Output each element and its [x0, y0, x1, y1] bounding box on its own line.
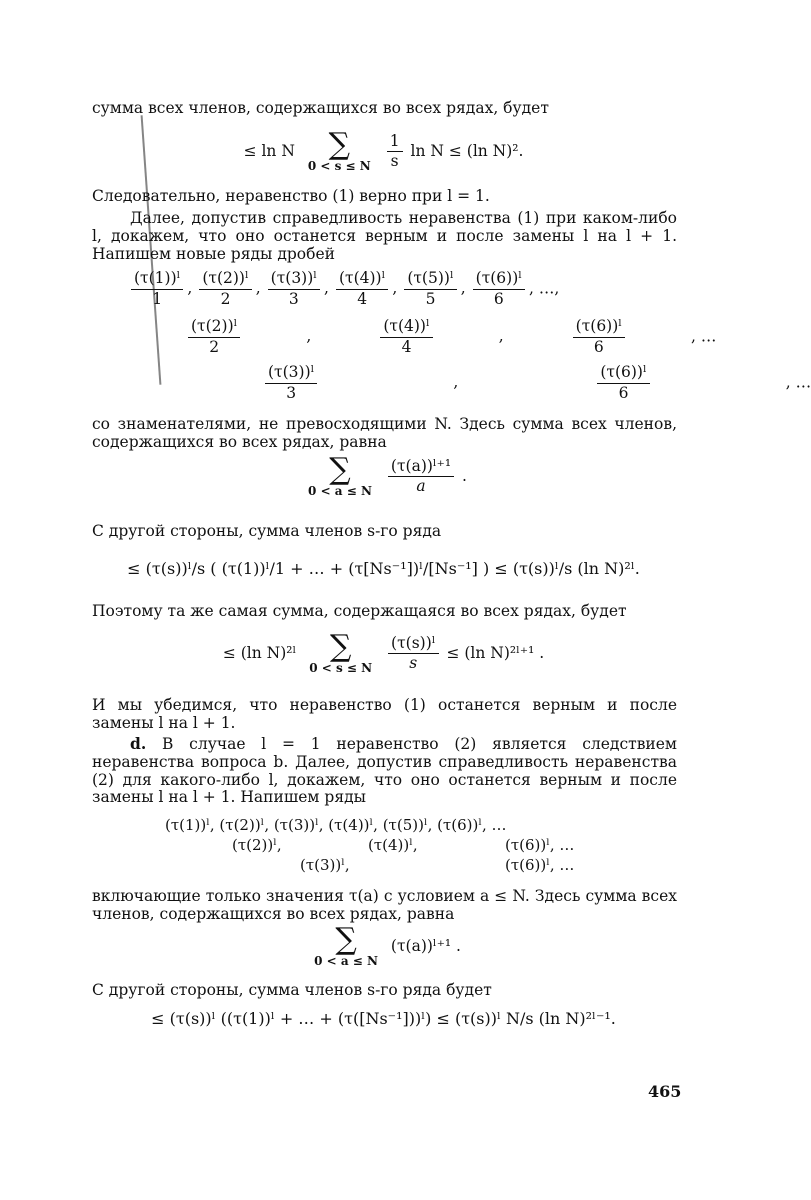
fraction-numerator: (τ(3))ˡ [265, 364, 317, 384]
formula-2-sum-limit: 0 < a ≤ N [308, 484, 372, 498]
fraction-numerator: (τ(2))ˡ [188, 318, 240, 338]
fraction-denominator: 3 [286, 383, 297, 402]
series-fraction [199, 270, 251, 309]
series-fraction [404, 270, 456, 309]
separator-comma: , [498, 327, 504, 346]
fraction-denominator: 6 [618, 383, 629, 402]
sigma-icon: ∑ [329, 452, 351, 487]
fraction-numerator: (τ(6))ˡ [597, 364, 649, 384]
formula-1 [0, 127, 767, 174]
paragraph-7: И мы убедимся, что неравенство (1) останется верным и после замены l на l + 1. [92, 696, 677, 732]
formula-4 [0, 629, 767, 676]
paragraph-6: Поэтому та же самая сумма, содержащаяся во всех рядах, будет [92, 602, 627, 620]
formula-4-sum-limit: 0 < s ≤ N [309, 661, 373, 675]
formula-1-sum-limit: 0 < s ≤ N [307, 159, 371, 173]
series-fraction [265, 364, 317, 403]
fraction-denominator: 3 [288, 289, 299, 308]
series-row-1: (τ(1))ˡ, (τ(2))ˡ, (τ(3))ˡ, (τ(4))ˡ, (τ(5))ˡ, (τ(6))ˡ, … [165, 816, 507, 834]
formula-2-period: . [462, 466, 467, 485]
fraction-numerator: (τ(5))ˡ [404, 270, 456, 290]
fraction-denominator: s [409, 654, 418, 673]
fraction-denominator: 4 [401, 337, 412, 356]
paragraph-8 [92, 735, 677, 807]
paragraph-5: С другой стороны, сумма членов s-го ряда [92, 522, 442, 540]
fraction-numerator: (τ(3))ˡ [268, 270, 320, 290]
formula-3: ≤ (τ(s))ˡ/s ( (τ(1))ˡ/1 + … + (τ[Ns⁻¹])ˡ/[Ns⁻¹] ) ≤ (τ(s))ˡ/s (ln N)²ˡ. [127, 559, 640, 578]
fraction-denominator: 2 [209, 337, 220, 356]
fraction-denominator: 6 [593, 337, 604, 356]
series-fraction [380, 318, 432, 357]
separator-comma: , [306, 327, 312, 346]
sigma-icon: ∑ [329, 629, 352, 664]
series-fraction [473, 270, 525, 309]
separator-comma: , [255, 279, 261, 298]
series-fraction [597, 364, 649, 403]
series-ellipsis: , … [785, 373, 811, 392]
fraction-numerator: (τ(s))ˡ [388, 635, 438, 655]
fraction-denominator: 4 [357, 289, 368, 308]
formula-5-sum-limit: 0 < a ≤ N [314, 954, 378, 968]
page-number: 465 [648, 1082, 682, 1101]
formula-1-sum [307, 127, 371, 174]
fraction-numerator: (τ(6))ˡ [573, 318, 625, 338]
paragraph-3: Далее, допустив справедливость неравенства (1) при каком-либо l, докажем, что оно останется верным и после замены l на l + 1. Напишем новые ряды дробей [92, 209, 677, 263]
paragraph-1: сумма всех членов, содержащихся во всех рядах, будет [92, 99, 549, 117]
fraction-denominator: 2 [220, 289, 231, 308]
fraction-row-3 [262, 364, 811, 403]
fraction-row-1 [128, 270, 559, 309]
paragraph-2: Следовательно, неравенство (1) верно при l = 1. [92, 187, 490, 205]
item-label: d. [130, 734, 147, 753]
paragraph-8-text: В случае l = 1 неравенство (2) является следствием неравенства вопроса b. Далее, допустив справедливость неравенства (2) для какого-либо l, докажем, что оно останется верным и после замены l на l + 1. Напишем ряды [92, 735, 677, 807]
formula-2-sum [308, 452, 372, 499]
formula-5-sum [314, 922, 378, 969]
formula-6: ≤ (τ(s))ˡ ((τ(1))ˡ + … + (τ([Ns⁻¹]))ˡ) ≤ (τ(s))ˡ N/s (ln N)²ˡ⁻¹. [151, 1009, 616, 1028]
fraction-denominator: 6 [493, 289, 504, 308]
separator-comma: , [453, 373, 459, 392]
series-row-2-a: (τ(2))ˡ, [232, 836, 282, 854]
sigma-icon: ∑ [328, 127, 350, 162]
fraction-denominator: 5 [425, 289, 436, 308]
fraction-numerator: (τ(4))ˡ [380, 318, 432, 338]
formula-5 [0, 922, 767, 969]
series-fraction [131, 270, 183, 309]
separator-comma: , [187, 279, 193, 298]
formula-4-fraction [388, 635, 438, 674]
fraction-numerator: (τ(4))ˡ [336, 270, 388, 290]
fraction-denominator: a [416, 477, 426, 496]
series-ellipsis: , … [691, 327, 717, 346]
paragraph-4: со знаменателями, не превосходящими N. Здесь сумма всех членов, содержащихся во всех рядах, равна [92, 415, 677, 451]
paragraph-9: включающие только значения τ(a) с условием a ≤ N. Здесь сумма всех членов, содержащихся во всех рядах, равна [92, 887, 677, 923]
formula-4-sum [309, 629, 373, 676]
fraction-numerator: (τ(6))ˡ [473, 270, 525, 290]
series-row-2-b: (τ(4))ˡ, [368, 836, 418, 854]
formula-4-right: ≤ (ln N)²ˡ⁺¹ . [446, 643, 545, 662]
separator-comma: , [460, 279, 466, 298]
formula-4-left: ≤ (ln N)²ˡ [222, 643, 297, 662]
series-row-3-a: (τ(3))ˡ, [300, 856, 350, 874]
series-fraction [268, 270, 320, 309]
fraction-numerator: (τ(1))ˡ [131, 270, 183, 290]
series-fraction [573, 318, 625, 357]
series-row-3-b: (τ(6))ˡ, … [505, 856, 575, 874]
series-row-2-c: (τ(6))ˡ, … [505, 836, 575, 854]
sigma-icon: ∑ [335, 922, 357, 957]
fraction-numerator: (τ(2))ˡ [199, 270, 251, 290]
formula-2-fraction [388, 458, 454, 497]
separator-comma: , [324, 279, 329, 298]
separator-comma: , [392, 279, 398, 298]
series-ellipsis: , …, [529, 279, 560, 298]
fraction-numerator: 1 [387, 133, 403, 153]
fraction-numerator: (τ(a))ˡ⁺¹ [388, 458, 454, 478]
formula-1-left: ≤ ln N [243, 141, 295, 160]
formula-1-right: ln N ≤ (ln N)². [410, 141, 524, 160]
formula-5-term: (τ(a))ˡ⁺¹ . [390, 936, 461, 955]
fraction-denominator: s [390, 152, 399, 171]
formula-1-fraction [387, 133, 403, 172]
fraction-row-2 [185, 318, 716, 357]
paragraph-10: С другой стороны, сумма членов s-го ряда будет [92, 981, 492, 999]
fraction-denominator: 1 [152, 289, 163, 308]
formula-2 [0, 452, 767, 499]
series-fraction [336, 270, 388, 309]
series-fraction [188, 318, 240, 357]
